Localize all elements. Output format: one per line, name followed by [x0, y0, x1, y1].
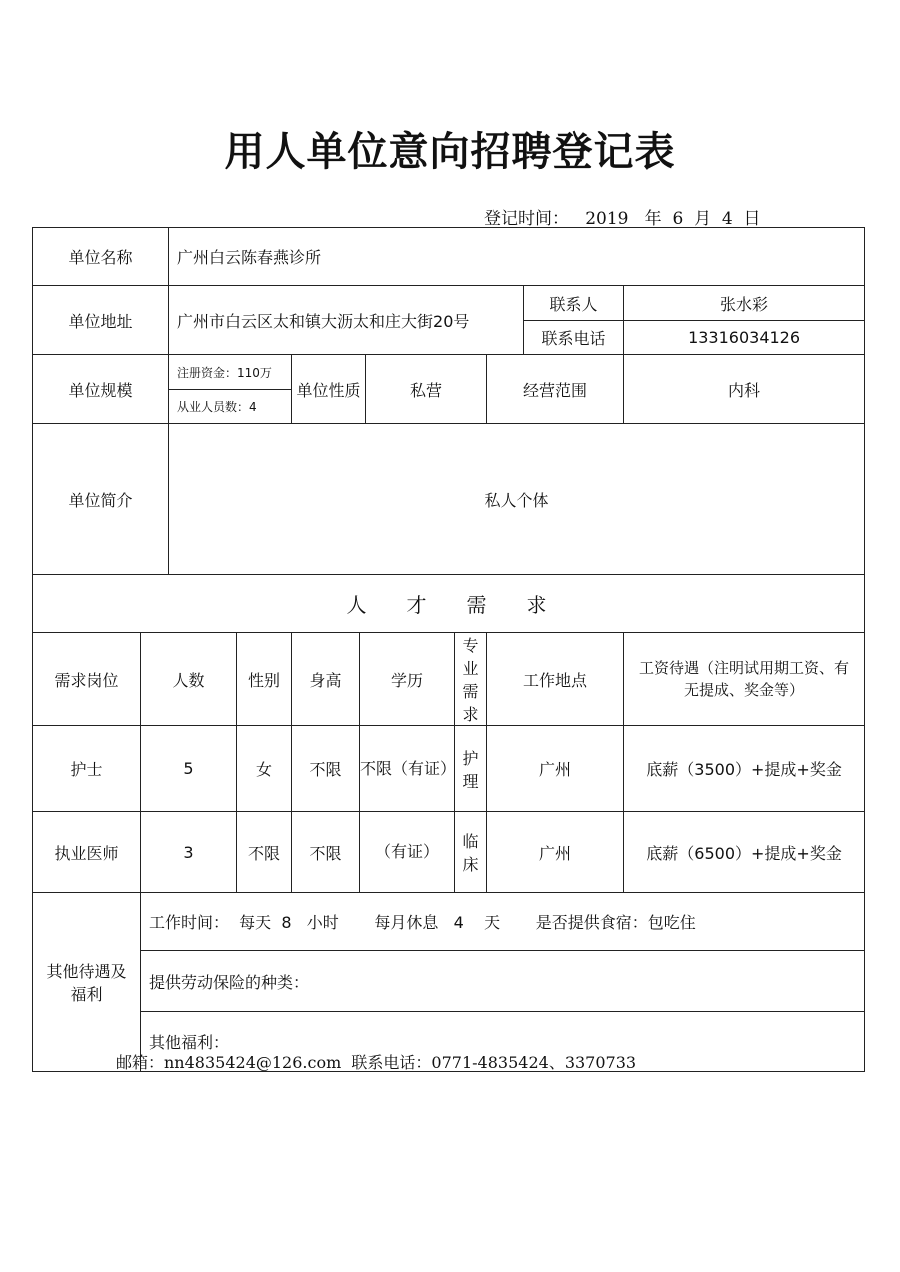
- business-scope: 内科: [624, 355, 865, 424]
- major-cell: 护理: [455, 726, 487, 812]
- header-gender: 性别: [237, 633, 292, 726]
- scale-label: 单位规模: [33, 355, 169, 424]
- nature-label: 单位性质: [292, 355, 366, 424]
- post-cell: 执业医师: [33, 812, 141, 893]
- company-address: 广州市白云区太和镇大沥太和庄大街20号: [169, 286, 524, 355]
- company-nature: 私营: [366, 355, 487, 424]
- scope-label: 经营范围: [487, 355, 624, 424]
- row-scale-1: [33, 355, 865, 390]
- staff-count: 从业人员数：4: [169, 390, 292, 424]
- company-name: 广州白云陈春燕诊所: [169, 228, 865, 286]
- talent-demand-title: 人才需求: [33, 575, 865, 633]
- welfare-label: 其他待遇及福利: [33, 893, 141, 1072]
- phone-label: 联系电话: [524, 321, 624, 355]
- location-cell: 广州: [487, 812, 624, 893]
- header-education: 学历: [360, 633, 455, 726]
- gender-cell: 不限: [237, 812, 292, 893]
- company-intro: 私人个体: [169, 424, 865, 575]
- header-count: 人数: [141, 633, 237, 726]
- header-location: 工作地点: [487, 633, 624, 726]
- table-row: [33, 726, 865, 812]
- registered-capital: 注册资金：110万: [169, 355, 292, 390]
- company-name-label: 单位名称: [33, 228, 169, 286]
- registration-form-table: [32, 227, 865, 1072]
- count-cell: 5: [141, 726, 237, 812]
- address-label: 单位地址: [33, 286, 169, 355]
- intro-label: 单位简介: [33, 424, 169, 575]
- work-time-info: 工作时间： 每天 8 小时 每月休息 4 天 是否提供食宿：包吃住: [141, 893, 865, 951]
- major-cell: 临床: [455, 812, 487, 893]
- insurance-types: 提供劳动保险的种类：: [141, 951, 865, 1012]
- contact-name: 张水彩: [624, 286, 865, 321]
- row-section-title: [33, 575, 865, 633]
- table-row: [33, 812, 865, 893]
- height-cell: 不限: [292, 726, 360, 812]
- header-major: 专业需求: [455, 633, 487, 726]
- other-benefits: 其他福利：: [141, 1012, 865, 1072]
- header-wage: 工资待遇（注明试用期工资、有无提成、奖金等）: [624, 633, 865, 726]
- demand-header-row: [33, 633, 865, 726]
- location-cell: 广州: [487, 726, 624, 812]
- row-company-name: [33, 228, 865, 286]
- wage-cell: 底薪（3500）+提成+奖金: [624, 726, 865, 812]
- welfare-row-1: [33, 893, 865, 951]
- contact-label: 联系人: [524, 286, 624, 321]
- height-cell: 不限: [292, 812, 360, 893]
- count-cell: 3: [141, 812, 237, 893]
- registration-time: 登记时间： 2019 年 6 月 4 日: [484, 209, 761, 229]
- header-height: 身高: [292, 633, 360, 726]
- education-cell: 不限（有证）: [360, 726, 455, 812]
- wage-cell: 底薪（6500）+提成+奖金: [624, 812, 865, 893]
- post-cell: 护士: [33, 726, 141, 812]
- footer-contact: 邮箱：nn4835424@126.com 联系电话：0771-4835424、3370733: [116, 1053, 637, 1072]
- header-post: 需求岗位: [33, 633, 141, 726]
- row-intro: [33, 424, 865, 575]
- row-address-1: [33, 286, 865, 321]
- form-title: 用人单位意向招聘登记表: [224, 129, 676, 175]
- gender-cell: 女: [237, 726, 292, 812]
- welfare-row-2: [33, 951, 865, 1012]
- education-cell: （有证）: [360, 812, 455, 893]
- contact-phone: 13316034126: [624, 321, 865, 355]
